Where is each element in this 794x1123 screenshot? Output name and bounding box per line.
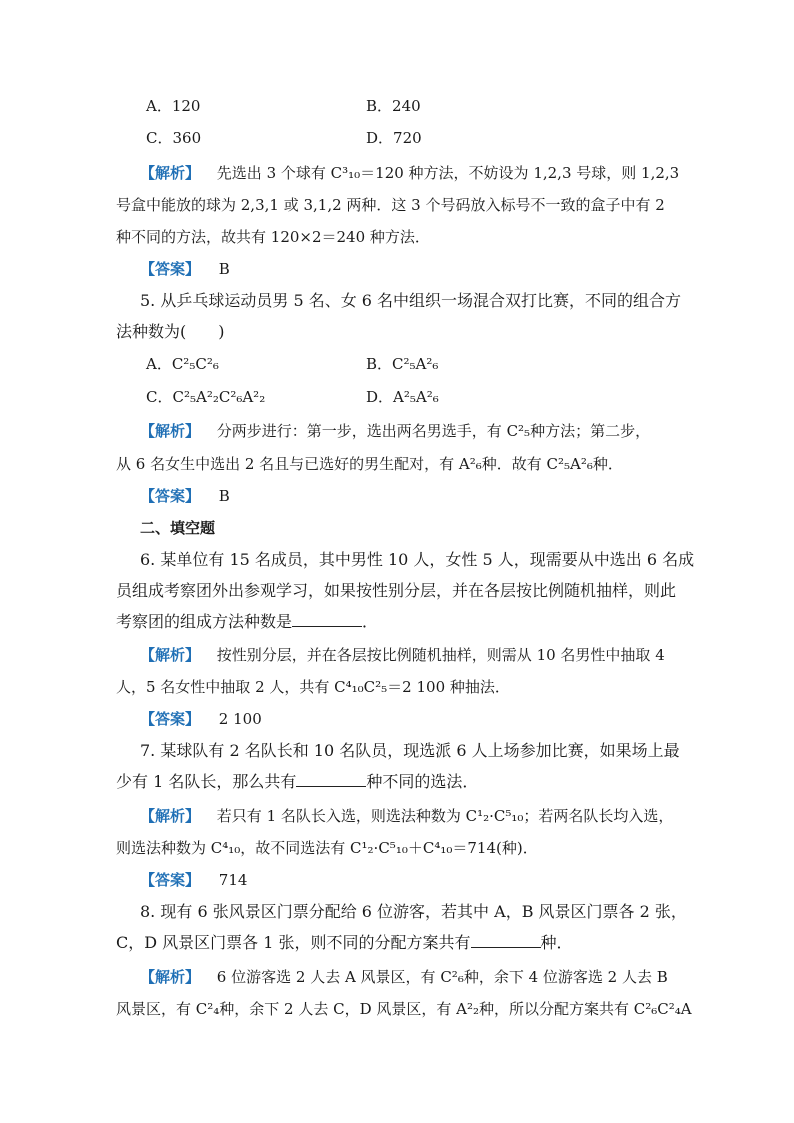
q6-analysis-line-1: 【解析】 按性别分层，并在各层按比例随机抽样，则需从 10 名男性中抽取 4 (140, 646, 665, 664)
q5-option-b: B．C²₅A²₆ (366, 355, 439, 373)
q6-analysis-line-2: 人，5 名女性中抽取 2 人，共有 C⁴₁₀C²₅＝2 100 种抽法． (116, 678, 510, 696)
analysis-label: 【解析】 (140, 807, 201, 825)
answer-label: 【答案】 (140, 487, 201, 505)
q8-analysis-line-2: 风景区，有 C²₄种，余下 2 人去 C，D 风景区，有 A²₂种，所以分配方案共有 C²₆C²₄A (116, 1000, 692, 1018)
analysis-label: 【解析】 (140, 646, 201, 664)
analysis-label: 【解析】 (140, 422, 201, 440)
answer-blank (471, 933, 541, 948)
q5-analysis-line-2: 从 6 名女生中选出 2 名且与已选好的男生配对，有 A²₆种．故有 C²₅A²₆种． (116, 455, 623, 473)
q4-option-a: A．120 (146, 97, 201, 115)
q4-answer: 【答案】 B (140, 260, 230, 278)
analysis-label: 【解析】 (140, 164, 201, 182)
q5-stem-line-1: 5. 从乒乓球运动员男 5 名、女 6 名中组织一场混合双打比赛，不同的组合方 (140, 291, 682, 310)
answer-label: 【答案】 (140, 871, 201, 889)
answer-blank (292, 612, 362, 627)
q8-analysis-line-1: 【解析】 6 位游客选 2 人去 A 风景区，有 C²₆种，余下 4 位游客选 2 人去 B (140, 968, 668, 986)
q4-analysis-line-2: 号盒中能放的球为 2,3,1 或 3,1,2 两种．这 3 个号码放入标号不一致的盒子中有 2 (116, 196, 665, 214)
q6-stem-line-1: 6. 某单位有 15 名成员，其中男性 10 人，女性 5 人，现需要从中选出 6 名成 (140, 550, 695, 569)
q6-stem-line-2: 员组成考察团外出参观学习，如果按性别分层，并在各层按比例随机抽样，则此 (116, 581, 677, 600)
q4-analysis-line-3: 种不同的方法，故共有 120×2＝240 种方法． (116, 228, 430, 246)
answer-label: 【答案】 (140, 710, 201, 728)
q6-stem-line-3: 考察团的组成方法种数是 ． (116, 612, 379, 631)
q7-stem-line-1: 7. 某球队有 2 名队长和 10 名队员，现选派 6 人上场参加比赛，如果场上最 (140, 741, 680, 760)
q5-option-a: A．C²₅C²₆ (146, 355, 219, 373)
q5-analysis-line-1: 【解析】 分两步进行：第一步，选出两名男选手，有 C²₅种方法；第二步， (140, 422, 651, 440)
q5-option-d: D．A²₅A²₆ (366, 388, 439, 406)
answer-label: 【答案】 (140, 260, 201, 278)
answer-blank (296, 772, 366, 787)
q5-option-c: C．C²₅A²₂C²₆A²₂ (146, 388, 266, 406)
q7-analysis-line-2: 则选法种数为 C⁴₁₀，故不同选法有 C¹₂·C⁵₁₀＋C⁴₁₀＝714(种)． (116, 839, 538, 857)
q7-stem-line-2: 少有 1 名队长，那么共有 种不同的选法． (116, 772, 479, 791)
q7-analysis-line-1: 【解析】 若只有 1 名队长入选，则选法种数为 C¹₂·C⁵₁₀；若两名队长均入选， (140, 807, 674, 825)
q4-option-d: D．720 (366, 129, 422, 147)
q5-stem-line-2: 法种数为( ) (116, 322, 225, 341)
q4-analysis-line-1: 【解析】 先选出 3 个球有 C³₁₀＝120 种方法，不妨设为 1,2,3 号球，则 1,2,3 (140, 164, 680, 182)
q6-answer: 【答案】 2 100 (140, 710, 262, 728)
q8-stem-line-2: C，D 风景区门票各 1 张，则不同的分配方案共有 种． (116, 933, 573, 952)
q5-answer: 【答案】 B (140, 487, 230, 505)
q8-stem-line-1: 8. 现有 6 张风景区门票分配给 6 位游客，若其中 A，B 风景区门票各 2 张， (140, 902, 687, 921)
analysis-label: 【解析】 (140, 968, 201, 986)
q7-answer: 【答案】 714 (140, 871, 248, 889)
section-title: 二、填空题 (140, 519, 216, 537)
q4-option-b: B．240 (366, 97, 421, 115)
q4-option-c: C．360 (146, 129, 202, 147)
